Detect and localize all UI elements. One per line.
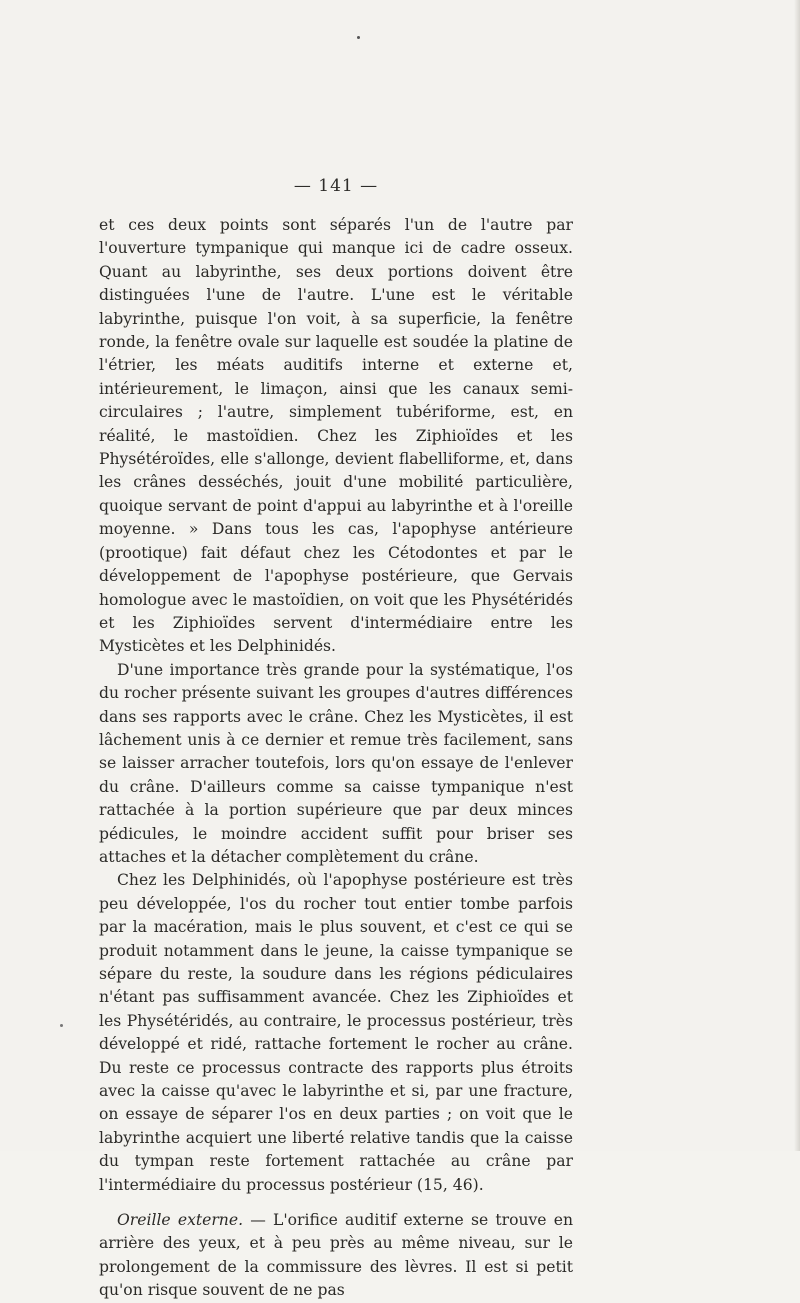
- section-text: — L'orifice auditif externe se trouve en arrière des yeux, et à peu près au même niveau, sur le prolongement de la commissure des lèvres. Il est si petit qu'on risque souvent de ne pas: [99, 1211, 573, 1300]
- paragraph: D'une importance très grande pour la systématique, l'os du rocher présente suivant les groupes d'autres différences dans ses rapports avec le crâne. Chez les Mysticètes, il est lâchement unis à ce dernier et remue très facilement, sans se laisser arracher toutefois, lors qu'on essaye de l'enlever du crâne. D'ailleurs comme sa caisse tympanique n'est rattachée à la portion supérieure que par deux minces pédicules, le moindre accident suffit pour briser ses attaches et la détacher complètement du crâne.: [99, 660, 573, 866]
- section-heading: Oreille externe.: [117, 1211, 244, 1230]
- paragraph: et ces deux points sont séparés l'un de l'autre par l'ouverture tympanique qui manque ici de cadre osseux. Quant au labyrinthe, ses deux portions doivent être distinguées l'une de l'autre. L'une est le véritable labyrinthe, puisque l'on voit, à sa superficie, la fenêtre ronde, la fenêtre ovale sur laquelle est soudée la platine de l'étrier, les méats auditifs interne et externe et, intérieurement, le limaçon, ainsi que les canaux semi-circulaires ; l'autre, simplement tubériforme, est, en réalité, le mastoïdien. Chez les Ziphioïdes et les Physétéroïdes, elle s'allonge, devient flabelliforme, et, dans les crânes desséchés, jouit d'une mobilité particulière, quoique servant de point d'appui au labyrinthe et à l'oreille moyenne. » Dans tous les cas, l'apophyse antérieure (prootique) fait défaut chez les Cétodontes et par le développement de l'apophyse postérieure, que Gervais homologue avec le mastoïdien, on voit que les Physétéridés et les Ziphioïdes servent d'intermédiaire entre les Mysticètes et les Delphinidés.: [99, 216, 573, 656]
- section-paragraph: [99, 1209, 573, 1303]
- speck-mark: [357, 36, 360, 39]
- page-edge-shadow: [794, 0, 800, 1151]
- page-number: — 141 —: [293, 176, 379, 196]
- speck-mark: [60, 1024, 63, 1027]
- body-text: [99, 214, 573, 1303]
- paragraph: Chez les Delphinidés, où l'apophyse postérieure est très peu développée, l'os du rocher tout entier tombe parfois par la macération, mais le plus souvent, et c'est ce qui se produit notamment dans le jeune, la caisse tympanique se sépare du reste, la soudure dans les régions pédiculaires n'étant pas suffisamment avancée. Chez les Ziphioïdes et les Physétéridés, au contraire, le processus postérieur, très développé et ridé, rattache fortement le rocher au crâne. Du reste ce processus contracte des rapports plus étroits avec la caisse qu'avec le labyrinthe et si, par une fracture, on essaye de séparer l'os en deux parties ; on voit que le labyrinthe acquiert une liberté relative tandis que la caisse du tympan reste fortement rattachée au crâne par l'intermédiaire du processus postérieur (15, 46).: [99, 871, 573, 1194]
